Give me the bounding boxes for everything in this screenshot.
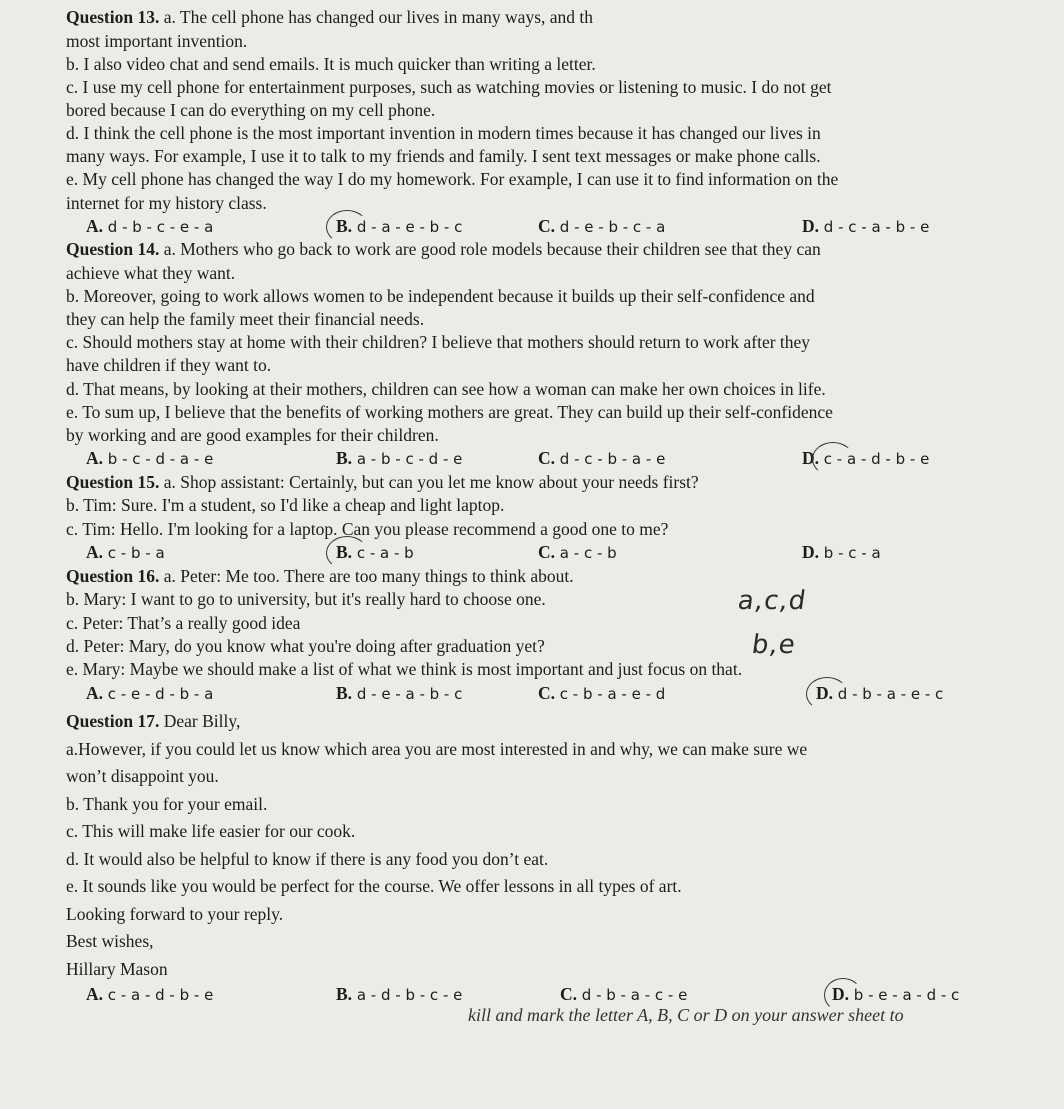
q14-option-c[interactable]: C. d - c - b - a - e [538, 448, 666, 468]
q14-line-a1 [66, 238, 821, 260]
q16-option-a[interactable]: A. c - e - d - b - a [86, 683, 214, 703]
q15-option-a[interactable]: A. c - b - a [86, 542, 165, 562]
q13-option-d[interactable]: D. d - c - a - b - e [802, 216, 930, 236]
q17-heading-line [66, 710, 240, 732]
q17-title: Question 17. [66, 711, 160, 731]
q15-option-c[interactable]: C. a - c - b [538, 542, 617, 562]
q17-option-b[interactable]: B. a - d - b - c - e [336, 984, 463, 1004]
q16-handwritten-note-2: b,e [749, 630, 798, 660]
q16-line-c: c. Peter: That’s a really good idea [66, 613, 301, 633]
q13-line-a2: most important invention. [66, 31, 248, 51]
q13-line-d2: many ways. For example, I use it to talk to my friends and family. I sent text messages or make phone calls. [66, 146, 821, 166]
q13-option-b[interactable]: B. d - a - e - b - c [336, 216, 463, 236]
q17-closing-2: Best wishes, [66, 931, 154, 951]
q13-a1-text: a. The cell phone has changed our lives in many ways, and th [163, 7, 594, 27]
q16-line-a [66, 565, 574, 587]
q14-answer-circle [812, 442, 854, 476]
q13-line-e2: internet for my history class. [66, 193, 267, 213]
q17-option-d[interactable]: D. b - e - a - d - c [832, 984, 960, 1004]
q17-closing-1: Looking forward to your reply. [66, 904, 284, 924]
q17-line-d: d. It would also be helpful to know if there is any food you don’t eat. [66, 849, 549, 869]
q17-signature: Hillary Mason [66, 959, 168, 979]
q13-line-a1 [66, 6, 593, 28]
q16-answer-circle [806, 677, 848, 711]
q17-line-c: c. This will make life easier for our cook. [66, 821, 356, 841]
q15-a-text: a. Shop assistant: Certainly, but can you let me know about your needs first? [163, 472, 699, 492]
q15-options [0, 541, 1064, 565]
q16-handwritten-note-1: a,c,d [735, 586, 809, 616]
q17-line-b: b. Thank you for your email. [66, 794, 268, 814]
q16-line-d: d. Peter: Mary, do you know what you're doing after graduation yet? [66, 636, 545, 656]
q15-option-d[interactable]: D. b - c - a [802, 542, 881, 562]
q13-line-e1: e. My cell phone has changed the way I do my homework. For example, I can use it to find information on the [66, 169, 839, 189]
q13-line-c1: c. I use my cell phone for entertainment purposes, such as watching movies or listening to music. I do not get [66, 77, 832, 97]
q14-title: Question 14. [66, 239, 160, 259]
q14-line-e2: by working and are good examples for their children. [66, 425, 439, 445]
q14-line-a2: achieve what they want. [66, 263, 236, 283]
q15-line-a [66, 471, 699, 493]
q17-line-e: e. It sounds like you would be perfect for the course. We offer lessons in all types of art. [66, 876, 682, 896]
q13-option-a[interactable]: A. d - b - c - e - a [86, 216, 214, 236]
q14-line-b1: b. Moreover, going to work allows women to be independent because it builds up their self-confidence and [66, 286, 815, 306]
q17-line-a1: a.However, if you could let us know which area you are most interested in and why, we can make sure we [66, 739, 808, 759]
q16-option-d[interactable]: D. d - b - a - e - c [816, 683, 944, 703]
q15-line-c: c. Tim: Hello. I'm looking for a laptop. Can you please recommend a good one to me? [66, 519, 669, 539]
q16-a-text: a. Peter: Me too. There are too many things to think about. [163, 566, 574, 586]
q13-line-b: b. I also video chat and send emails. It is much quicker than writing a letter. [66, 54, 596, 74]
q16-line-b: b. Mary: I want to go to university, but it's really hard to choose one. [66, 589, 546, 609]
q16-line-e: e. Mary: Maybe we should make a list of what we think is most important and just focus on that. [66, 659, 743, 679]
q14-a1-text: a. Mothers who go back to work are good role models because their children see that they can [163, 239, 821, 259]
q17-options [0, 983, 1064, 1007]
q14-options [0, 447, 1064, 471]
q16-option-b[interactable]: B. d - e - a - b - c [336, 683, 463, 703]
q15-title: Question 15. [66, 472, 160, 492]
q14-option-b[interactable]: B. a - b - c - d - e [336, 448, 463, 468]
q13-options [0, 215, 1064, 239]
q16-option-c[interactable]: C. c - b - a - e - d [538, 683, 666, 703]
footer-instruction: kill and mark the letter A, B, C or D on your answer sheet to [468, 1005, 904, 1025]
q14-option-d[interactable]: D. c - a - d - b - e [802, 448, 930, 468]
q13-title: Question 13. [66, 7, 160, 27]
q17-option-a[interactable]: A. c - a - d - b - e [86, 984, 214, 1004]
q17-greeting: Dear Billy, [163, 711, 241, 731]
q14-line-c1: c. Should mothers stay at home with their children? I believe that mothers should return to work after they [66, 332, 811, 352]
q14-option-a[interactable]: A. b - c - d - a - e [86, 448, 214, 468]
q17-line-a2: won’t disappoint you. [66, 766, 219, 786]
q15-line-b: b. Tim: Sure. I'm a student, so I'd like a cheap and light laptop. [66, 495, 505, 515]
q16-options [0, 682, 1064, 706]
q13-line-d1: d. I think the cell phone is the most important invention in modern times because it has changed our lives in [66, 123, 821, 143]
q14-line-d: d. That means, by looking at their mothers, children can see how a woman can make her own choices in life. [66, 379, 826, 399]
q14-line-e1: e. To sum up, I believe that the benefits of working mothers are great. They can build up their self-confidence [66, 402, 833, 422]
q13-line-c2: bored because I can do everything on my cell phone. [66, 100, 436, 120]
q13-option-c[interactable]: C. d - e - b - c - a [538, 216, 666, 236]
q14-line-b2: they can help the family meet their financial needs. [66, 309, 425, 329]
q14-line-c2: have children if they want to. [66, 355, 272, 375]
q16-title: Question 16. [66, 566, 160, 586]
q17-option-c[interactable]: C. d - b - a - c - e [560, 984, 688, 1004]
q15-option-b[interactable]: B. c - a - b [336, 542, 414, 562]
